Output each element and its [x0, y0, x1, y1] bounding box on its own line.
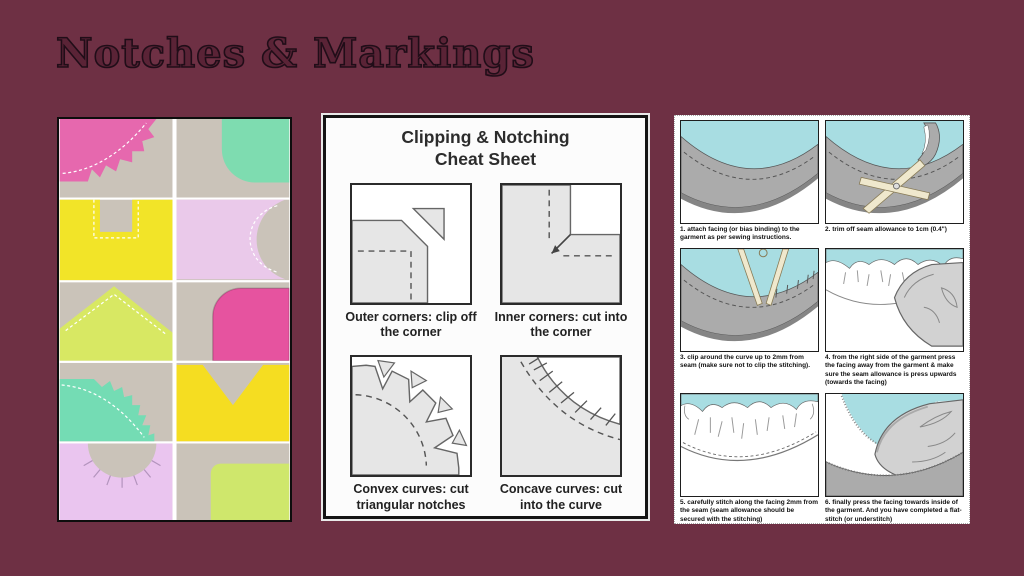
inner-corner-diagram — [500, 183, 622, 305]
concave-curve-diagram — [500, 355, 622, 477]
step-6 — [825, 393, 964, 524]
inner-corner-caption: Inner corners: cut into the corner — [494, 309, 628, 340]
convex-curve-caption: Convex curves: cut triangular notches — [353, 482, 469, 512]
fabric-swatch-rounded-corner-mint — [177, 119, 290, 198]
convex-curve-diagram — [350, 355, 472, 477]
outer-corner-diagram — [350, 183, 472, 305]
outer-corner-panel — [336, 183, 486, 341]
cheatsheet-title-line1: Clipping & Notching — [401, 127, 570, 147]
step-2 — [825, 120, 964, 243]
fabric-samples-image — [59, 119, 290, 520]
facing-steps-grid — [680, 120, 964, 524]
cheatsheet-title — [326, 127, 645, 171]
step-1-illustration — [680, 120, 819, 224]
step-6-illustration — [825, 393, 964, 497]
fabric-swatch-notched-curve-mint — [60, 363, 173, 442]
convex-curve-panel — [336, 355, 486, 513]
concave-curve-caption: Concave curves: cut into the curve — [499, 482, 623, 512]
step-1 — [680, 120, 819, 243]
step-3 — [680, 248, 819, 388]
step-3-caption: 3. clip around the curve up to 2mm from seam (make sure not to clip the stitching). — [680, 353, 811, 370]
step-4-illustration — [825, 248, 964, 352]
facing-steps-figure — [674, 115, 970, 524]
step-5-illustration — [680, 393, 819, 497]
step-1-caption: 1. attach facing (or bias binding) to the garment as per sewing instructions. — [680, 226, 800, 242]
step-6-caption: 6. finally press the facing towards inside of the garment. And you have completed a flat-stitch (or understitch) — [825, 498, 962, 523]
fabric-swatch-clipped-semicircle-lavender — [60, 443, 173, 520]
fabric-swatch-point-chartreuse — [60, 282, 173, 361]
step-2-caption: 2. trim off seam allowance to 1cm (0.4") — [825, 226, 947, 233]
fabric-swatch-pinked-corner — [60, 119, 173, 198]
cheatsheet-figure — [323, 115, 648, 519]
outer-corner-caption: Outer corners: clip off the corner — [345, 309, 477, 340]
fabric-swatch-rounded-corner-pink — [177, 282, 290, 361]
cheatsheet-grid — [326, 171, 645, 514]
step-4-caption: 4. from the right side of the garment press the facing away from the garment & make sure the seam allowance is press upwards (towards the facing) — [825, 353, 957, 387]
cheatsheet-title-line2: Cheat Sheet — [434, 148, 537, 169]
step-5-caption: 5. carefully stitch along the facing 2mm from the seam (seam allowance should be secured with the stitching) — [680, 498, 818, 523]
fabric-swatch-vnotch-yellow — [177, 363, 290, 442]
fabric-swatch-square-green — [177, 443, 290, 520]
concave-curve-panel — [486, 355, 636, 513]
step-2-illustration — [825, 120, 964, 224]
fabric-swatch-concave-lavender — [177, 200, 290, 281]
step-3-illustration — [680, 248, 819, 352]
inner-corner-panel — [486, 183, 636, 341]
fabric-samples-figure — [57, 117, 292, 522]
fabric-swatch-inner-corner-yellow — [60, 200, 173, 281]
slide-title: Notches & Markings — [56, 30, 535, 77]
step-4 — [825, 248, 964, 388]
step-5 — [680, 393, 819, 524]
